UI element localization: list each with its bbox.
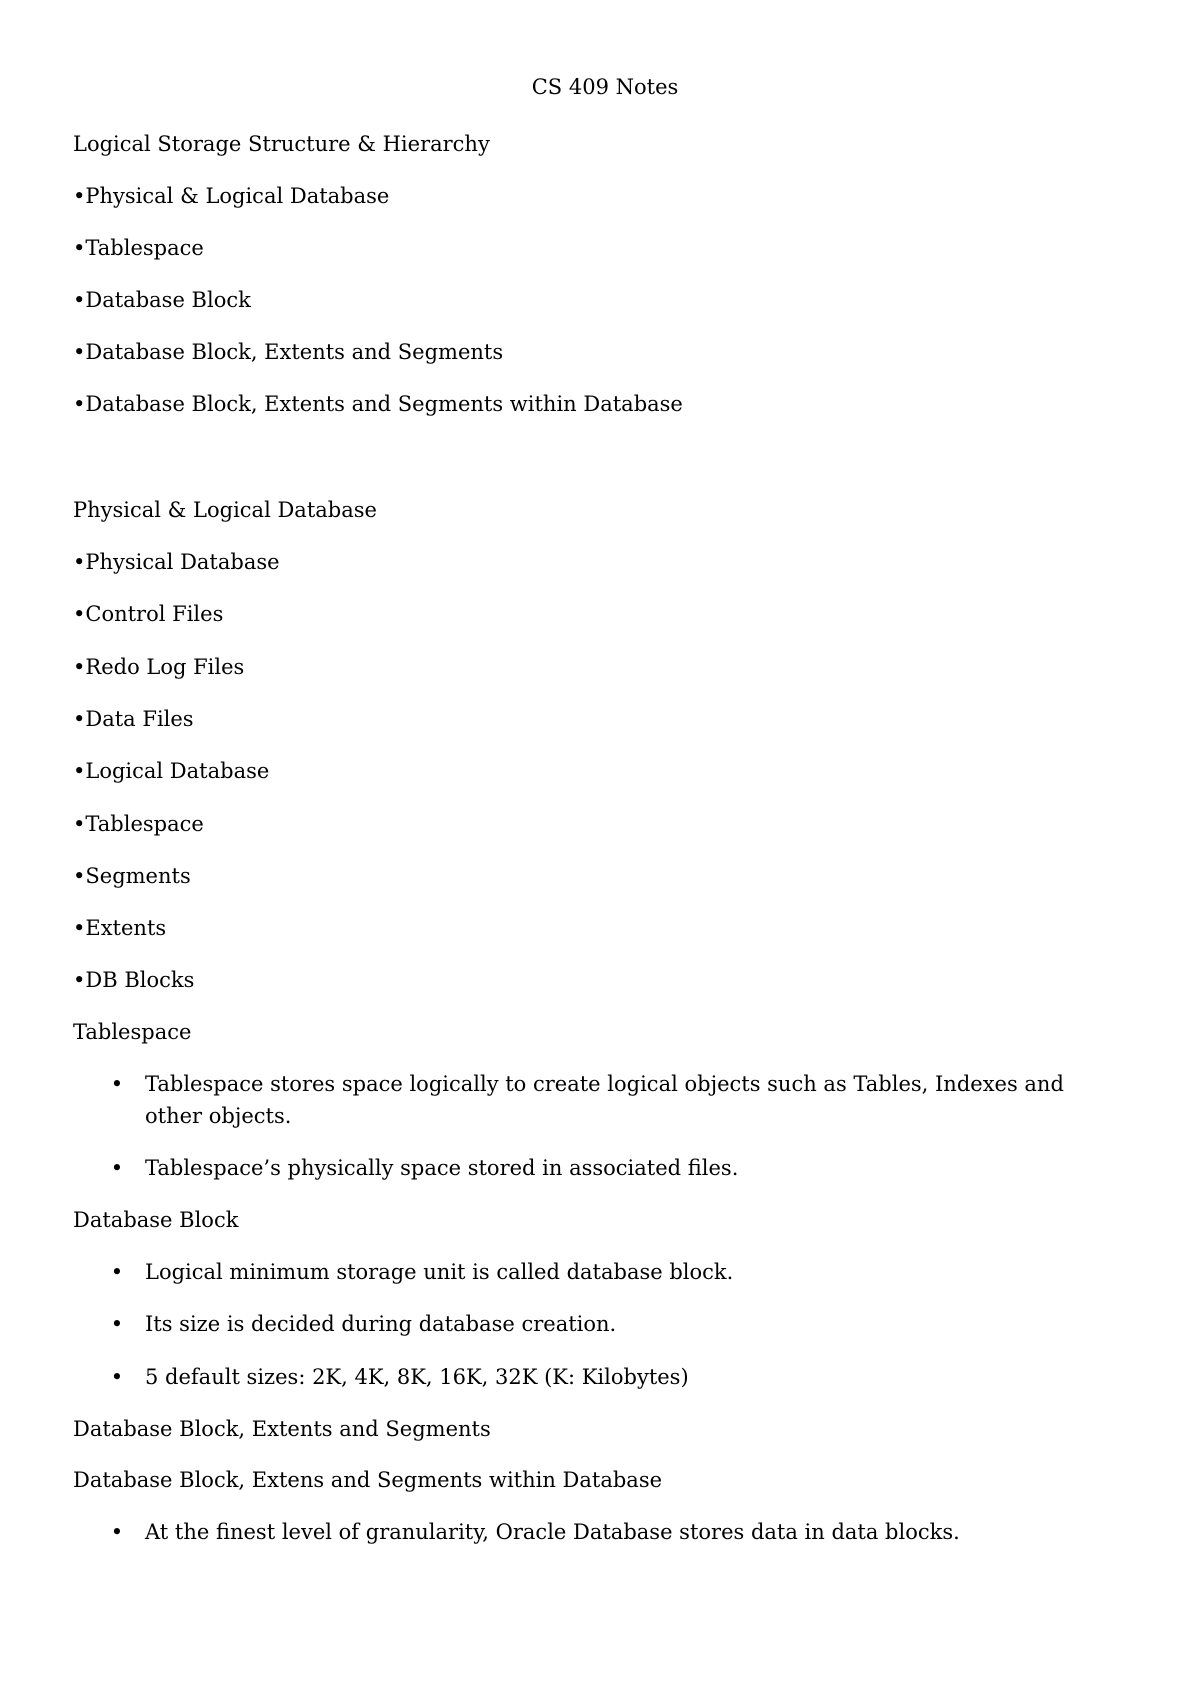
bullet-dot: • — [110, 1520, 124, 1544]
bullet-item — [110, 1308, 1105, 1340]
list-item: •Segments — [73, 864, 191, 888]
section-heading: Logical Storage Structure & Hierarchy — [73, 132, 490, 156]
section-heading: Database Block, Extens and Segments within Database — [73, 1468, 663, 1492]
bullet-item — [110, 1516, 1105, 1548]
bullet-dot: • — [110, 1260, 124, 1284]
bullet-item — [110, 1256, 1105, 1288]
bullet-text: 5 default sizes: 2K, 4K, 8K, 16K, 32K (K: Kilobytes) — [145, 1365, 689, 1389]
list-item: •Database Block — [73, 288, 251, 312]
list-item: •Tablespace — [73, 812, 204, 836]
bullet-dot: • — [110, 1072, 124, 1096]
list-item: •Tablespace — [73, 236, 204, 260]
list-item: •Physical & Logical Database — [73, 184, 390, 208]
section-heading: Physical & Logical Database — [73, 498, 377, 522]
list-item: •Database Block, Extents and Segments within Database — [73, 392, 683, 416]
document-title: CS 409 Notes — [531, 75, 679, 99]
list-item: •Logical Database — [73, 759, 270, 783]
list-item: •Database Block, Extents and Segments — [73, 340, 504, 364]
bullet-item — [110, 1152, 1105, 1184]
bullet-dot: • — [110, 1312, 124, 1336]
list-item: •Redo Log Files — [73, 655, 245, 679]
bullet-text: Tablespace’s physically space stored in associated files. — [145, 1156, 739, 1180]
list-item: •Control Files — [73, 602, 224, 626]
section-heading: Database Block — [73, 1208, 239, 1232]
bullet-text: Tablespace stores space logically to create logical objects such as Tables, Indexes and other objects. — [145, 1072, 1064, 1128]
bullet-text: Its size is decided during database creation. — [145, 1312, 617, 1336]
list-item: •Physical Database — [73, 550, 280, 574]
list-item: •Extents — [73, 916, 167, 940]
list-item: •Data Files — [73, 707, 194, 731]
section-heading: Database Block, Extents and Segments — [73, 1417, 491, 1441]
bullet-text: Logical minimum storage unit is called database block. — [145, 1260, 734, 1284]
bullet-item — [110, 1068, 1105, 1132]
bullet-text: At the finest level of granularity, Oracle Database stores data in data blocks. — [145, 1520, 960, 1544]
list-item: •DB Blocks — [73, 968, 195, 992]
bullet-item — [110, 1361, 1105, 1393]
section-heading: Tablespace — [73, 1020, 192, 1044]
bullet-dot: • — [110, 1365, 124, 1389]
bullet-dot: • — [110, 1156, 124, 1180]
